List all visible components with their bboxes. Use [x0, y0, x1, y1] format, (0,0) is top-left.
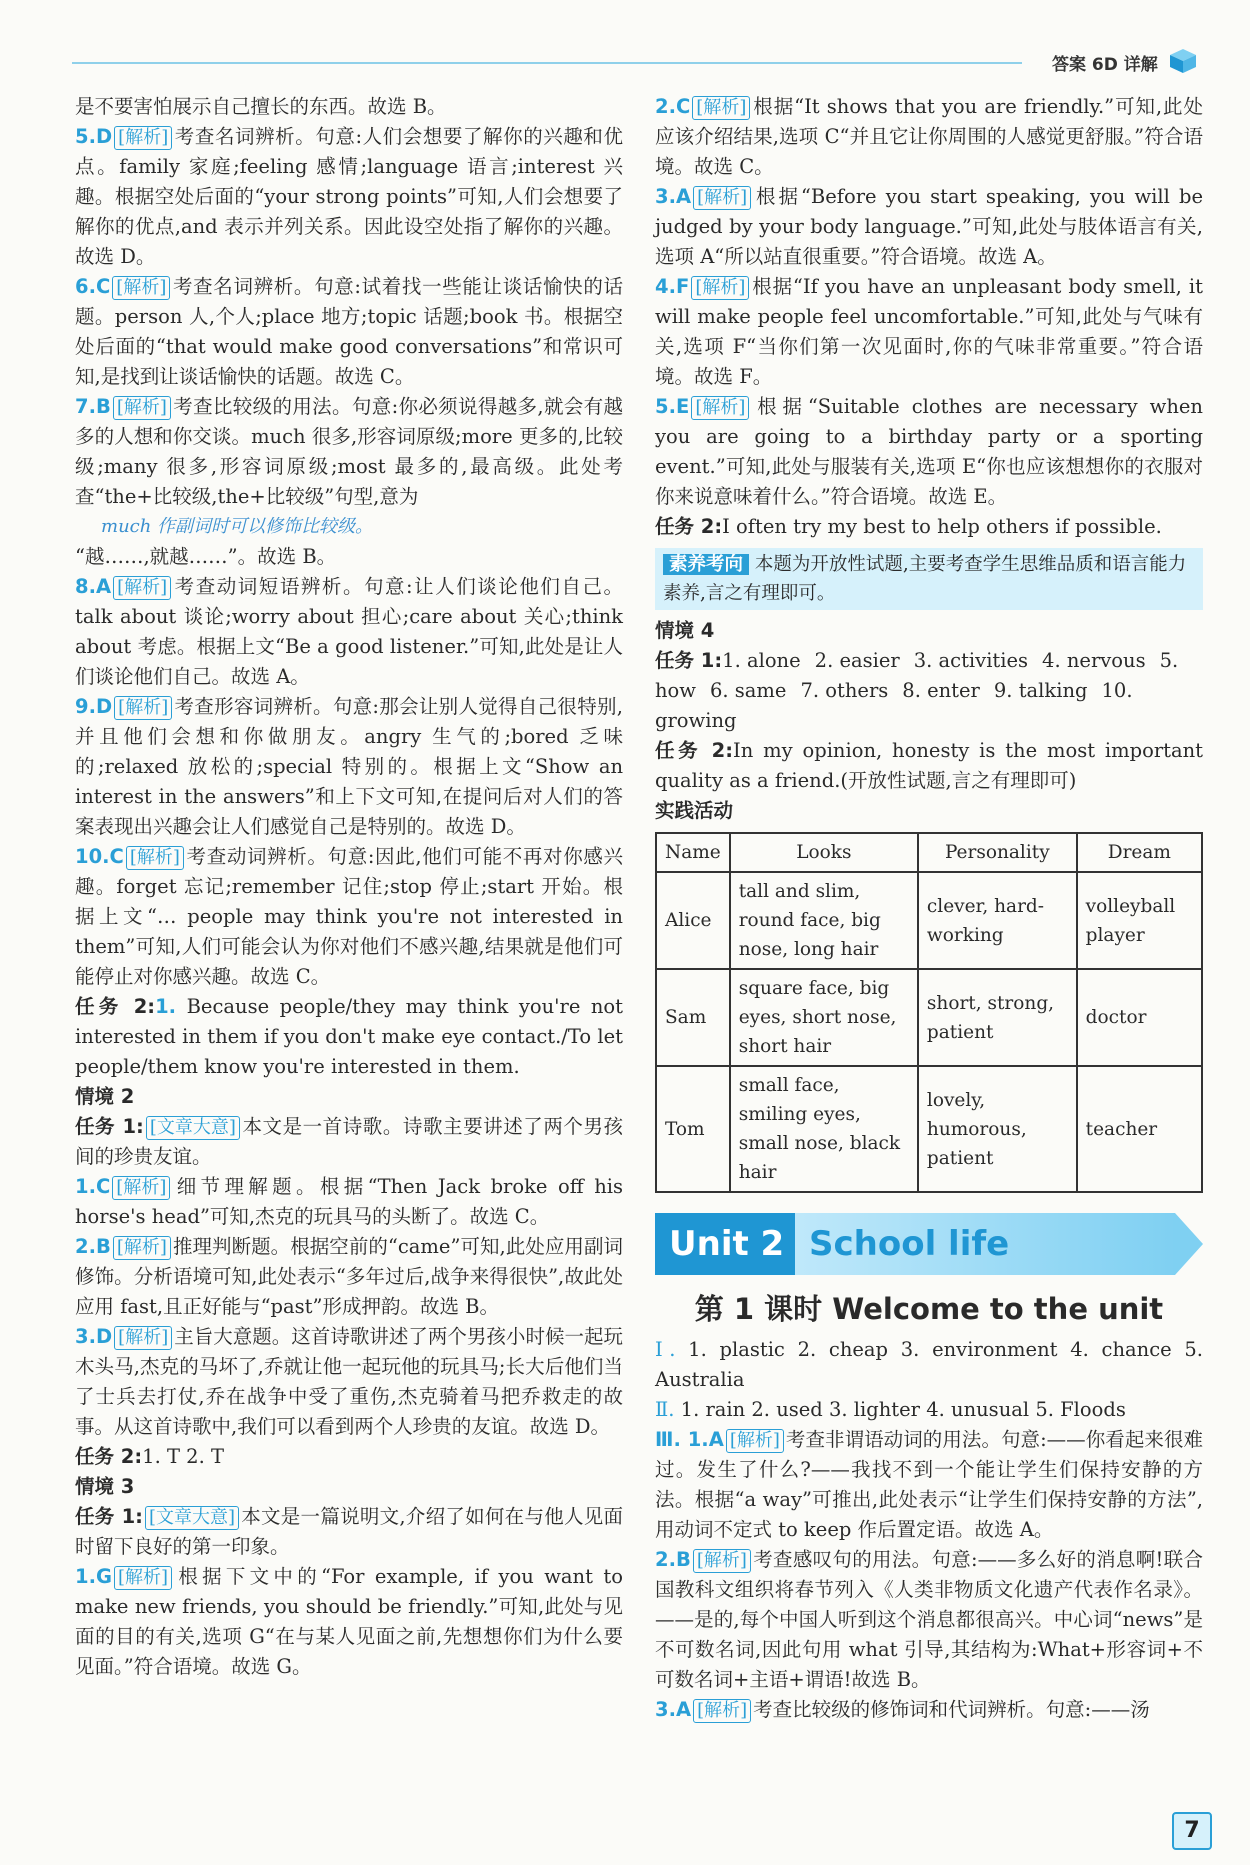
header-title: 答案 6D 详解 [1052, 55, 1158, 75]
answer-item [75, 842, 623, 992]
table-header: Looks [730, 833, 918, 872]
item-answer: E [675, 395, 690, 418]
fill-answer: 4. nervous [1042, 649, 1146, 672]
table-cell: clever, hard-working [918, 872, 1077, 969]
item-answer: D [95, 125, 113, 148]
lesson-title: 第 1 课时 Welcome to the unit [694, 1292, 1164, 1326]
cube-logo-icon [1168, 48, 1198, 74]
item-text: 考查名词辨析。句意:试着找一些能让谈话愉快的话题。person 人,个人;place 地方;topic 话题;book 书。根据空处后面的“that would make good conversations”和常识可知,是找到让谈话愉快的话题。故选 C。 [75, 275, 623, 388]
unit-banner [655, 1205, 1203, 1285]
answer-item [655, 182, 1203, 272]
analysis-tag: [解析] [114, 126, 172, 150]
item-answer: C [109, 845, 124, 868]
table-cell: small face, smiling eyes, small nose, black hair [730, 1066, 918, 1192]
item-number: 8. [75, 575, 96, 598]
table-header: Dream [1077, 833, 1202, 872]
item-text: 根据“If you have an unpleasant body smell, it will make people feel uncomfortable.”可知,此处与气味有关,选项 F“当你们第一次见面时,你的气味非常重要。”符合语境。故选 F。 [655, 275, 1203, 388]
item-text: 根据“Before you start speaking, you will be judged by your body language.”可知,此处与肢体语言有关,选项 A“所以站直很重要。”符合语境。故选 A。 [655, 185, 1203, 268]
item-text: 考查动词辨析。句意:因此,他们可能不再对你感兴趣。forget 忘记;remember 记住;stop 停止;start 开始。根据上文“… people may think you're not interested in them”可知,人们可能会认为你对他们不感兴趣,结果就是他们可能停止对你感兴趣。故选 C。 [75, 845, 623, 988]
fill-answer: 1. alone [722, 649, 801, 672]
item-text: 细节理解题。根据“Then Jack broke off his horse's head”可知,杰克的玩具马的头断了。故选 C。 [75, 1175, 623, 1228]
answer-item [655, 392, 1203, 512]
item-answer: G [95, 1565, 112, 1588]
item-text: 根据“It shows that you are friendly.”可知,此处应该介绍结果,选项 C“并且它让你周围的人感觉更舒服。”符合语境。故选 C。 [655, 95, 1203, 178]
answer-item [75, 392, 623, 512]
item-text: 根据“Suitable clothes are necessary when you are going to a birthday party or a sporting event.”可知,此处与服装有关,选项 E“你也应该想想你的衣服对你来说意味着什么。”符合语境。故选 E。 [655, 395, 1203, 508]
answer-item [75, 992, 623, 1082]
context4-answers [655, 646, 1203, 736]
table-cell: tall and slim, round face, big nose, long hair [730, 872, 918, 969]
context4-task2: 任务 2:In my opinion, honesty is the most important quality as a friend.(开放性试题,言之有理即可) [655, 739, 1203, 792]
item-answer: 任务 1: [75, 1115, 144, 1138]
item-number: 1. [75, 1565, 96, 1588]
item-answer: B [675, 1548, 691, 1571]
analysis-tag: [解析] [113, 1236, 171, 1260]
table-cell: doctor [1077, 969, 1202, 1066]
item-number: 4. [655, 275, 676, 298]
item-answer: 任务 2: [75, 995, 156, 1018]
item-answer: A [708, 1428, 724, 1451]
item-number: 9. [75, 695, 96, 718]
item-number: 5. [655, 395, 676, 418]
context4-heading: 情境 4 [655, 619, 715, 642]
table-cell: Alice [656, 872, 730, 969]
analysis-tag: [解析] [692, 96, 750, 120]
item-number: 1. [155, 995, 177, 1018]
answer-item [75, 1502, 623, 1562]
fill-answer: 6. same [710, 679, 787, 702]
fill-answer: 7. others [800, 679, 889, 702]
item-answer: A [675, 1698, 692, 1721]
item-text: 主旨大意题。这首诗歌讲述了两个男孩小时候一起玩木头马,杰克的马坏了,乔就让他一起玩他的玩具马;长大后他们当了士兵去打仗,乔在战争中受了重伤,杰克骑着马把乔救走的故事。从这首诗歌中,我们可以看到两个人珍贵的友谊。故选 D。 [75, 1325, 623, 1438]
answer-item [75, 92, 623, 122]
section-heading: 情境 3 [75, 1475, 135, 1498]
item-number: 3. [75, 1325, 96, 1348]
answer-item [655, 1425, 1203, 1545]
item-answer: A [675, 185, 692, 208]
analysis-tag: [解析] [113, 396, 171, 420]
analysis-tag: [解析] [691, 276, 749, 300]
table-row [656, 1066, 1202, 1192]
item-text: 考查比较级的用法。句意:你必须说得越多,就会有越多的人想和你交谈。much 很多,形容词原级;more 更多的,比较级;many 很多,形容词原级;most 最多的,最高级。此处考查“the+比较级,the+比较级”句型,意为 [75, 395, 623, 508]
answer-item [75, 1322, 623, 1442]
analysis-tag: [解析] [114, 1566, 172, 1590]
item-answer: A [95, 575, 112, 598]
item-text: 考查名词辨析。句意:人们会想要了解你的兴趣和优点。family 家庭;feeling 感情;language 语言;interest 兴趣。根据空处后面的“your strong points”可知,人们会想要了解你的优点,and 表示并列关系。因此设空处指了解你的兴趣。故选 D。 [75, 125, 623, 268]
analysis-tag: [解析] [113, 576, 171, 600]
analysis-tag: [解析] [693, 1549, 751, 1573]
item-answer: C [675, 95, 691, 118]
section-heading: 情境 2 [75, 1085, 135, 1108]
answer-item [655, 512, 1203, 542]
item-text: 本文是一首诗歌。诗歌主要讲述了两个男孩间的珍贵友谊。 [75, 1115, 623, 1168]
literacy-banner [655, 548, 1203, 610]
banner-label: 素养考向 [663, 554, 749, 575]
task1-label: 任务 1: [655, 649, 723, 672]
right-column [655, 92, 1203, 1725]
item-number: 10. [75, 845, 110, 868]
analysis-tag: [解析] [112, 276, 170, 300]
item-text: 是不要害怕展示自己擅长的东西。故选 B。 [75, 95, 447, 118]
fill-answer: 8. enter [902, 679, 980, 702]
item-text: 根据下文中的“For example, if you want to make new friends, you should be friendly.”可知,此处与见面的目的有关,选项 G“在与某人见面之前,先想想你们为什么要见面。”符合语境。故选 G。 [75, 1565, 623, 1678]
fill-answer: 5. how [655, 649, 1179, 702]
answer-item [655, 272, 1203, 392]
item-number: 6. [75, 275, 96, 298]
item-answer: 任务 1: [75, 1505, 143, 1528]
answer-item [655, 1545, 1203, 1695]
answer-item [75, 1442, 623, 1472]
fill-answer: 2. easier [814, 649, 900, 672]
item-answer: C [95, 1175, 111, 1198]
page-number: 7 [1172, 1812, 1212, 1850]
answer-item [75, 572, 623, 692]
item-answer: B [95, 1235, 111, 1258]
analysis-tag: [解析] [691, 396, 749, 420]
item-number: 3. [655, 1698, 676, 1721]
fill-answer: 3. activities [913, 649, 1029, 672]
unit-title: School life [795, 1213, 1175, 1275]
table-row [656, 872, 1202, 969]
answer-item [75, 122, 623, 272]
table-cell: short, strong, patient [918, 969, 1077, 1066]
answer-item [75, 692, 623, 842]
item-answer: 任务 2: [655, 515, 723, 538]
left-column [75, 92, 623, 1682]
answer-item [75, 1562, 623, 1682]
analysis-tag: [解析] [693, 186, 751, 210]
item-answer: B [95, 395, 111, 418]
section-1: Ⅰ. 1. plastic 2. cheap 3. environment 4. chance 5. Australia [655, 1338, 1203, 1391]
item-answer: D [95, 695, 113, 718]
chevron-right-icon [1175, 1213, 1203, 1275]
item-text: 考查动词短语辨析。句意:让人们谈论他们自己。talk about 谈论;worry about 担心;care about 关心;think about 考虑。根据上文“Be a good listener.”可知,此处是让人们谈论他们自己。故选 A。 [75, 575, 623, 688]
unit-label: Unit 2 [655, 1213, 795, 1275]
answer-item [655, 1695, 1203, 1725]
table-row [656, 969, 1202, 1066]
item-number: 2. [75, 1235, 96, 1258]
answer-item [75, 1172, 623, 1232]
item-number: Ⅲ. 1. [655, 1428, 709, 1451]
practice-heading: 实践活动 [655, 799, 734, 822]
item-number: 2. [655, 1548, 676, 1571]
item-tail: “越……,就越……”。故选 B。 [75, 545, 337, 568]
item-answer: F [675, 275, 690, 298]
table-cell: volleyball player [1077, 872, 1202, 969]
analysis-tag: [解析] [693, 1699, 751, 1723]
answer-item [75, 272, 623, 392]
analysis-tag: [解析] [112, 1176, 170, 1200]
analysis-tag: [解析] [114, 696, 172, 720]
practice-table [655, 832, 1203, 1193]
table-cell: teacher [1077, 1066, 1202, 1192]
item-text: 推理判断题。根据空前的“came”可知,此处应用副词修饰。分析语境可知,此处表示“多年过后,战争来得很快”,故此处应用 fast,且正好能与“past”形成押韵。故选 B。 [75, 1235, 623, 1318]
table-cell: square face, big eyes, short nose, short hair [730, 969, 918, 1066]
item-text: 考查比较级的修饰词和代词辨析。句意:——汤 [753, 1698, 1150, 1721]
table-cell: Tom [656, 1066, 730, 1192]
item-text: I often try my best to help others if possible. [722, 515, 1162, 538]
banner-text: 本题为开放性试题,主要考查学生思维品质和语言能力素养,言之有理即可。 [663, 554, 1187, 604]
fill-answer: 10. growing [655, 679, 1133, 732]
header-rule [72, 62, 1022, 64]
item-text: Because people/they may think you're not interested in them if you don't make eye contact./To let people/them know you're interested in them. [75, 995, 624, 1078]
item-text: 本文是一篇说明文,介绍了如何在与他人见面时留下良好的第一印象。 [75, 1505, 623, 1558]
fill-answer: 9. talking [993, 679, 1088, 702]
item-text: 1. T 2. T [142, 1445, 224, 1468]
item-number: 5. [75, 125, 96, 148]
item-answer: C [95, 275, 111, 298]
item-number: 1. [75, 1175, 96, 1198]
analysis-tag: [解析] [726, 1429, 784, 1453]
answer-item [75, 1112, 623, 1172]
analysis-tag: [解析] [126, 846, 184, 870]
analysis-tag: [解析] [114, 1326, 172, 1350]
item-text: 考查非谓语动词的用法。句意:——你看起来很难过。发生了什么?——我找不到一个能让学生们保持安静的方法。根据“a way”可推出,此处表示“让学生们保持安静的方法”,用动词不定式 to keep 作后置定语。故选 A。 [655, 1428, 1203, 1541]
table-header: Personality [918, 833, 1077, 872]
item-text: 考查感叹句的用法。句意:——多么好的消息啊!联合国教科文组织将春节列入《人类非物质文化遗产代表作名录》。——是的,每个中国人听到这个消息都很高兴。中心词“news”是不可数名词,因此句用 what 引导,其结构为:What+形容词+不可数名词+主语+谓语!故选 B。 [655, 1548, 1203, 1691]
item-answer: D [95, 1325, 113, 1348]
analysis-tag: [文章大意] [146, 1116, 240, 1140]
table-header: Name [656, 833, 730, 872]
section-2: Ⅱ. 1. rain 2. used 3. lighter 4. unusual 5. Floods [655, 1398, 1126, 1421]
answer-item [655, 92, 1203, 182]
table-cell: Sam [656, 969, 730, 1066]
item-number: 3. [655, 185, 676, 208]
item-number: 2. [655, 95, 676, 118]
table-cell: lovely, humorous, patient [918, 1066, 1077, 1192]
answer-item [75, 1232, 623, 1322]
analysis-tag: [文章大意] [145, 1506, 239, 1530]
item-text: 考查形容词辨析。句意:那会让别人觉得自己很特别,并且他们会想和你做朋友。angry 生气的;bored 乏味的;relaxed 放松的;special 特别的。根据上文“Show an interest in the answers”和上下文可知,在提问后对人们的答案表现出兴趣会让人们感觉自己是特别的。故选 D。 [75, 695, 623, 838]
handwritten-note: much 作副词时可以修饰比较级。 [101, 516, 374, 537]
item-answer: 任务 2: [75, 1445, 143, 1468]
item-number: 7. [75, 395, 96, 418]
